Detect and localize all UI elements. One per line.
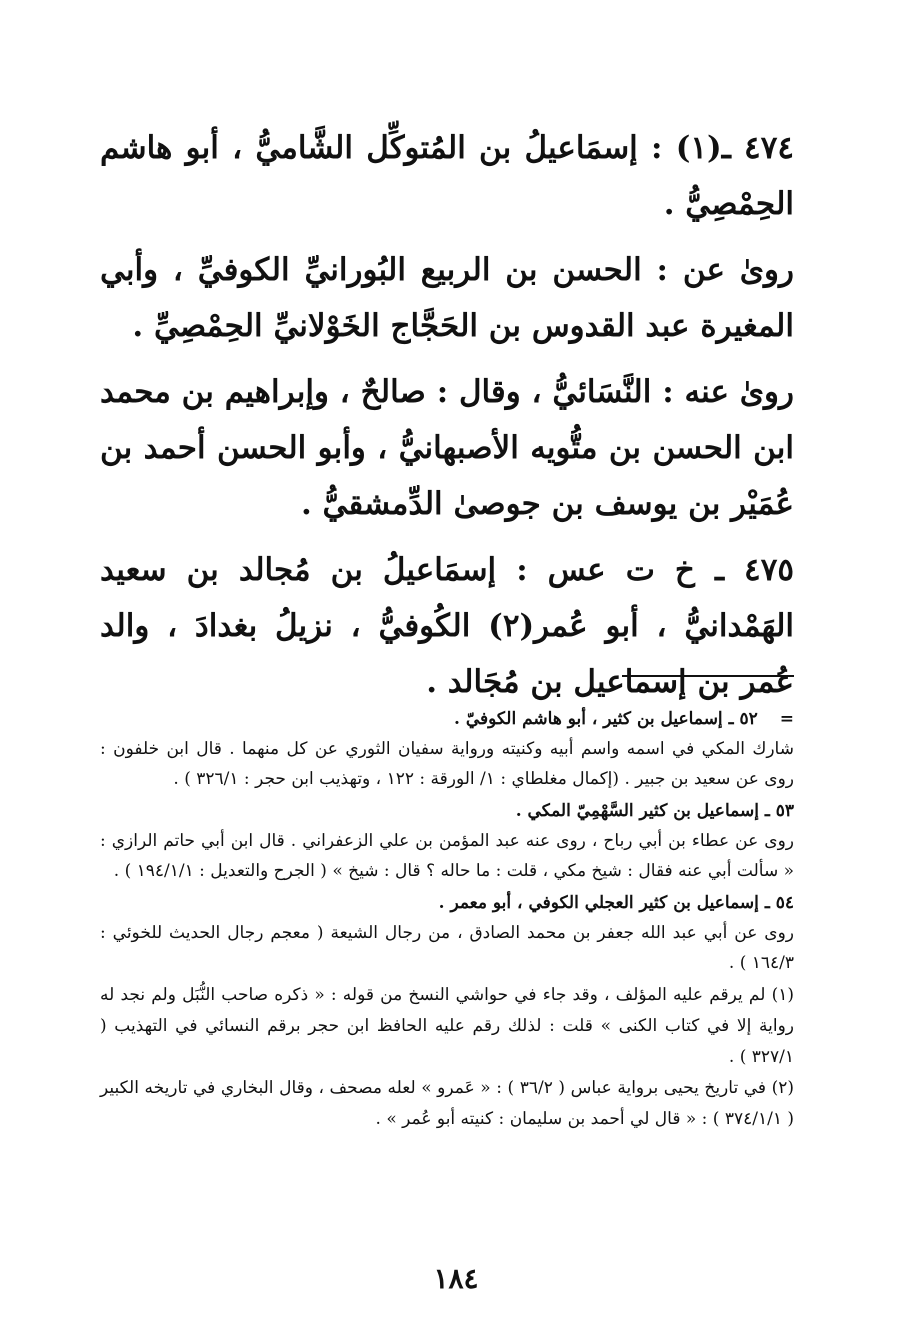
footnote-1: (١) لم یرقم علیه المؤلف ، وقد جاء في حواشي النسخ من قوله : « ذكره صاحب النُّبَل ولم نجد له روایة إلا في كتاب الكنى » قلت : لذلك رقم علیه الحافظ ابن حجر برقم النسائي في التهذیب ( ٣٢٧/١ ) . <box>100 985 794 1067</box>
note-52-head: ٥٢ ـ إسماعیل بن كثیر ، أبو هاشم الكوفيّ . <box>453 709 758 729</box>
page-number: ١٨٤ <box>433 1262 479 1295</box>
continued-note-52 <box>100 704 794 794</box>
entry-475-heading: ٤٧٥ ـ خ ت عس : إسمَاعیلُ بن مُجالد بن سعید الهَمْدانيُّ ، أبو عُمر(٢) الكُوفيُّ ، نزیلُ بغدادَ ، والد عُمر بن إسماعیل بن مُجَالد . <box>100 552 794 700</box>
footnote-divider <box>622 675 794 677</box>
footnote-2: (٢) في تاریخ یحیى بروایة عباس ( ٣٦/٢ ) : « عَمرو » لعله مصحف ، وقال البخاري في تاریخه الكبیر ( ٣٧٤/١/١ ) : « قال لي أحمد بن سلیمان : كنیته أبو عُمر » . <box>100 1078 794 1129</box>
entry-474-heading: ٤٧٤ ـ(١) : إسمَاعيلُ بن المُتوكِّل الشَّاميُّ ، أبو هاشم الحِمْصِيُّ . <box>100 130 794 222</box>
continuation-mark: = <box>779 709 794 729</box>
note-53-head: ٥٣ ـ إسماعیل بن كثیر السَّهْمِيّ المكي . <box>515 801 794 821</box>
entry-474-narrated-by: رویٰ عنه : النَّسَائيُّ ، وقال : صالحٌ ، وإبراهیم بن محمد ابن الحسن بن متُّویه الأصبهانيُّ ، وأبو الحسن أحمد بن عُمَیْر بن یوسف بن جوصیٰ الدِّمشقيُّ . <box>100 374 794 522</box>
note-52-body: شارك المكي في اسمه واسم أبیه وكنیته وروایة سفیان الثوري عن كل منهما . قال ابن خلفون : روى عن سعید بن جبیر . (إكمال مغلطاي : ١/ الورقة : ١٢٢ ، وتهذیب ابن حجر : ٣٢٦/١ ) . <box>100 739 794 789</box>
entry-474-narrated-from: رویٰ عن : الحسن بن الربیع البُورانيِّ الكوفيِّ ، وأبي المغیرة عبد القدوس بن الحَجَّاج الخَوْلانيِّ الحِمْصِيِّ . <box>100 252 794 344</box>
note-54-body: روى عن أبي عبد الله جعفر بن محمد الصادق ، من رجال الشیعة ( معجم رجال الحدیث للخوئي : ١٦٤/٣ ) . <box>100 923 794 973</box>
continued-note-53 <box>100 796 794 886</box>
note-53-body: روى عن عطاء بن أبي رباح ، روى عنه عبد المؤمن بن علي الزعفراني . قال ابن أبي حاتم الرازي : « سألت أبي عنه فقال : شیخ مكي ، قلت : ما حاله ؟ قال : شیخ » ( الجرح والتعدیل : ١٩٤/١/١ ) . <box>100 831 794 881</box>
note-54-head: ٥٤ ـ إسماعیل بن كثیر العجلي الكوفي ، أبو معمر . <box>438 893 794 913</box>
main-text <box>100 120 794 720</box>
continued-note-54 <box>100 888 794 978</box>
footnotes-area <box>100 704 794 1135</box>
